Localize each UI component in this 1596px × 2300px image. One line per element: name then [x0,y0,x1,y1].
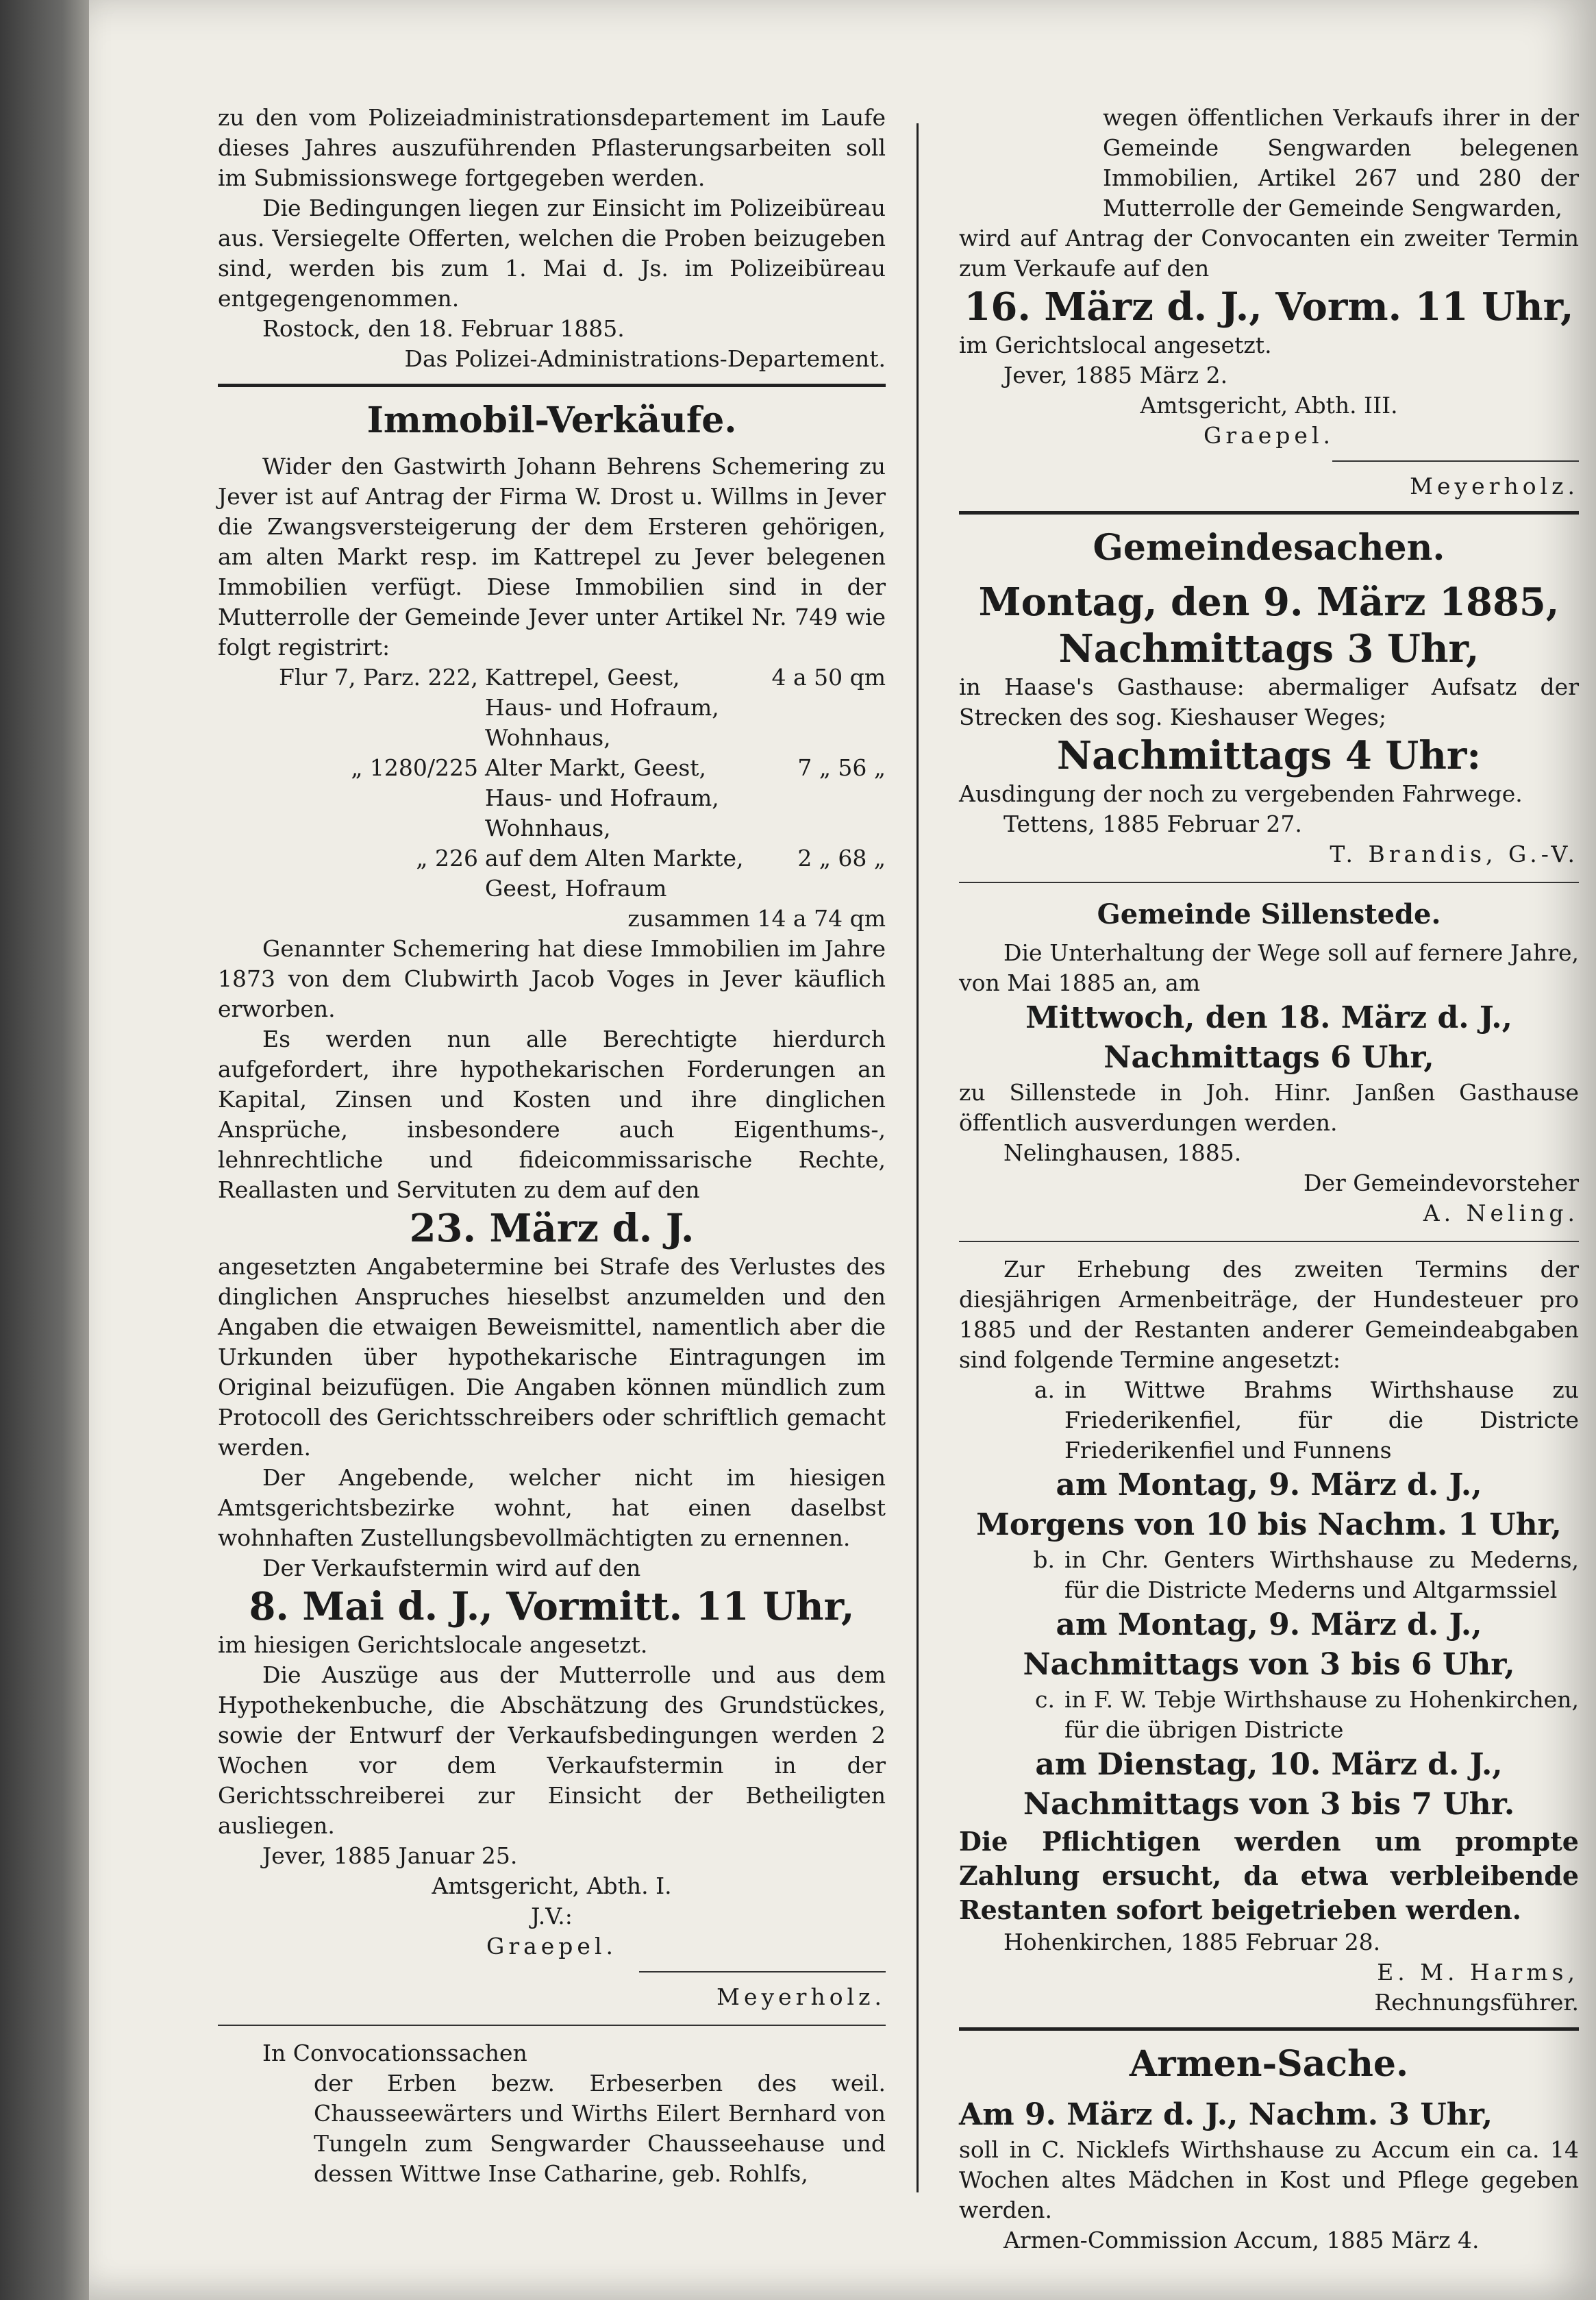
place-date: Jever, 1885 Januar 25. [262,1842,518,1869]
notice-paragraph: im hiesigen Gerichtslocale angesetzt. [218,1631,648,1658]
meeting-date: Montag, den 9. März 1885, [978,580,1560,625]
section-rule [218,384,886,387]
sale-date: 8. Mai d. J., Vormitt. 11 Uhr, [249,1584,855,1629]
notice-paragraph: Zur Erhebung des zweiten Termins der diesjährigen Armenbeiträge, der Hundesteuer pro 1885 und der Restanten anderer Gemeindeabgaben sind folgende Termine angesetzt: [959,1256,1579,1373]
meeting-time: Nachmittags 4 Uhr: [1056,733,1482,778]
signature-rule [639,1971,886,1973]
signature: Armen-Commission Accum, 1885 März 4. [1003,2227,1480,2253]
notice-paragraph: Die Unterhaltung der Wege soll auf fernere Jahre, von Mai 1885 an, am [959,939,1579,996]
parcel-total: zusammen 14 a 74 qm [627,905,886,932]
notice-paragraph: Genannter Schemering hat diese Immobilien im Jahre 1873 von dem Clubwirth Jacob Voges in Jever käuflich erworben. [218,935,886,1022]
continued-text: wegen öffentlichen Verkaufs ihrer in der Gemeinde Sengwarden belegenen Immobilien, Artikel 267 und 280 der Mutterrolle der Gemeinde Sengwarden, [1103,104,1579,221]
place-date: Tettens, 1885 Februar 27. [1003,811,1302,837]
notice-paragraph: Der Angebende, welcher nicht im hiesigen Amtsgerichtsbezirke wohnt, hat einen daselbst wohnhaften Zustellungsbevollmächtigten zu ernennen. [218,1464,886,1551]
deadline-date: 23. März d. J. [409,1206,695,1251]
place-date: Nelinghausen, 1885. [1003,1139,1242,1166]
intro-date: Rostock, den 18. Februar 1885. [262,315,625,342]
meeting-time: Nachmittags 3 Uhr, [1058,626,1480,671]
sale-date: 16. März d. J., Vorm. 11 Uhr, [964,284,1574,330]
section-heading: Gemeindesachen. [1093,527,1445,569]
column-divider [917,123,919,2192]
judge-name: Graepel. [486,1933,618,1959]
notice-paragraph: in Haase's Gasthause: abermaliger Aufsatz der Strecken des sog. Kieshauser Weges; [959,673,1579,730]
section-rule [959,2027,1579,2031]
notice-paragraph: Es werden nun alle Berechtigte hierdurch aufgefordert, ihre hypothekarischen Forderungen an Kapital, Zinsen und Kosten und ihre dinglichen Ansprüche, insbesondere auch Eigenthums-, lehnrechtliche und fideicommissarische Rechte, Reallasten und Servituten zu dem auf den [218,1026,886,1203]
meeting-date: Mittwoch, den 18. März d. J., [1025,1000,1512,1035]
notice-paragraph: Der Verkaufstermin wird auf den [262,1555,641,1581]
parcel-row: „ 1280/225 Alter Markt, Geest, Haus- und Hofraum, Wohnhaus, 7 „ 56 „ [351,754,886,841]
notice-paragraph: Ausdingung der noch zu vergebenden Fahrwege. [959,780,1523,807]
section-heading: Armen-Sache. [1129,2043,1409,2085]
section-heading: Gemeinde Sillenstede. [1097,898,1441,930]
parcel-row: „ 226 auf dem Alten Markte, Geest, Hofraum 2 „ 68 „ [416,845,886,902]
notice-paragraph: soll in C. Nicklefs Wirthshause zu Accum ein ca. 14 Wochen altes Mädchen in Kost und Pflege gegeben werden. [959,2136,1579,2223]
section-rule [959,882,1579,883]
meeting-time: Nachmittags 6 Uhr, [1104,1040,1434,1075]
clerk-name: Meyerholz. [716,1983,886,2010]
left-column [218,103,886,2189]
place-date: Jever, 1885 März 2. [1003,362,1228,388]
notice-paragraph: im Gerichtslocal angesetzt. [959,332,1272,358]
notice-paragraph: Wider den Gastwirth Johann Behrens Schemering zu Jever ist auf Antrag der Firma W. Drost u. Willms in Jever die Zwangsversteigerung der dem Ersteren gehörigen, am alten Markt resp. im Kattrepel zu Jever belegenen Immobilien verfügt. Diese Immobilien sind in der Mutterrolle der Gemeinde Jever unter Artikel Nr. 749 wie folgt registrirt: [218,453,886,660]
intro-paragraph: zu den vom Polizeiadministrationsdepartement im Laufe dieses Jahres auszuführenden Pflasterungsarbeiten soll im Submissionswege fortgegeben werden. [218,104,886,191]
book-gutter [0,0,89,2300]
place-date: Hohenkirchen, 1885 Februar 28. [1003,1929,1381,1955]
signature: A. Neling. [1423,1200,1579,1226]
list-item: c. in F. W. Tebje Wirthshause zu Hohenkirchen, für die übrigen Districte am Dienstag, 10. März d. J., Nachmittags von 3 bis 7 Uhr. [1023,1686,1579,1822]
signature: E. M. Harms, [1377,1959,1579,1986]
continued-text: wird auf Antrag der Convocanten ein zweiter Termin zum Verkaufe auf den [959,225,1579,282]
section-rule [959,1241,1579,1242]
judge-name: Graepel. [1203,422,1335,449]
section-rule [218,2025,886,2026]
intro-signature: Das Polizei-Administrations-Departement. [404,345,886,372]
convocation-lead: In Convocationssachen [262,2040,527,2066]
signature: Der Gemeindevorsteher [1304,1170,1579,1196]
notice-paragraph: angesetzten Angabetermine bei Strafe des Verlustes des dinglichen Anspruches hieselbst anzumelden und den Angaben die etwaigen Beweismittel, namentlich aber die Urkunden über hypothekarische Eintragungen im Original beizufügen. Die Angaben können mündlich zum Protocoll des Gerichtsschreibers oder schriftlich gemacht werden. [218,1253,886,1461]
notice-paragraph: zu Sillenstede in Joh. Hinr. Janßen Gasthause öffentlich ausverdungen werden. [959,1079,1579,1136]
intro-paragraph: Die Bedingungen liegen zur Einsicht im Polizeibüreau aus. Versiegelte Offerten, welchen die Proben beizugeben sind, werden bis zum 1. Mai d. Js. im Polizeibüreau entgegengenommen. [218,195,886,312]
list-item: a. in Wittwe Brahms Wirthshause zu Friederikenfiel, für die Districte Friederikenfiel und Funnens am Montag, 9. März d. J., Morgens von 10 bis Nachm. 1 Uhr, [976,1376,1579,1542]
iv-label: J.V.: [531,1903,573,1929]
signature: T. Brandis, G.-V. [1330,841,1579,867]
section-heading: Immobil-Verkäufe. [366,399,737,441]
convocation-text: der Erben bezw. Erbeserben des weil. Chausseewärters und Wirths Eilert Bernhard von Tungeln zum Sengwarder Chausseehause und dessen Wittwe Inse Catharine, geb. Rohlfs, [314,2070,886,2187]
court-name: Amtsgericht, Abth. I. [432,1872,672,1899]
clerk-name: Meyerholz. [1410,473,1579,499]
signature: Rechnungsführer. [1374,1989,1579,2016]
notice-paragraph: Die Auszüge aus der Mutterrolle und aus dem Hypothekenbuche, die Abschätzung des Grundstückes, sowie der Entwurf der Verkaufsbedingungen werden 2 Wochen vor dem Verkaufstermin in der Gerichtsschreiberei zur Einsicht der Betheiligten ausliegen. [218,1661,886,1839]
right-column [959,103,1579,2255]
court-name: Amtsgericht, Abth. III. [1140,392,1398,419]
signature-rule [1332,460,1579,462]
list-item: b. in Chr. Genters Wirthshause zu Mederns, für die Districte Mederns und Altgarmssiel am Montag, 9. März d. J., Nachmittags von 3 bis 6 Uhr, [1023,1546,1579,1682]
bold-notice: Die Pflichtigen werden um prompte Zahlung ersucht, da etwa verbleibende Restanten sofort beigetrieben werden. [959,1826,1579,1925]
meeting-date: Am 9. März d. J., Nachm. 3 Uhr, [959,2097,1493,2132]
parcel-row: Flur 7, Parz. 222, Kattrepel, Geest, Haus- und Hofraum, Wohnhaus, 4 a 50 qm [279,664,886,751]
section-rule [959,511,1579,515]
